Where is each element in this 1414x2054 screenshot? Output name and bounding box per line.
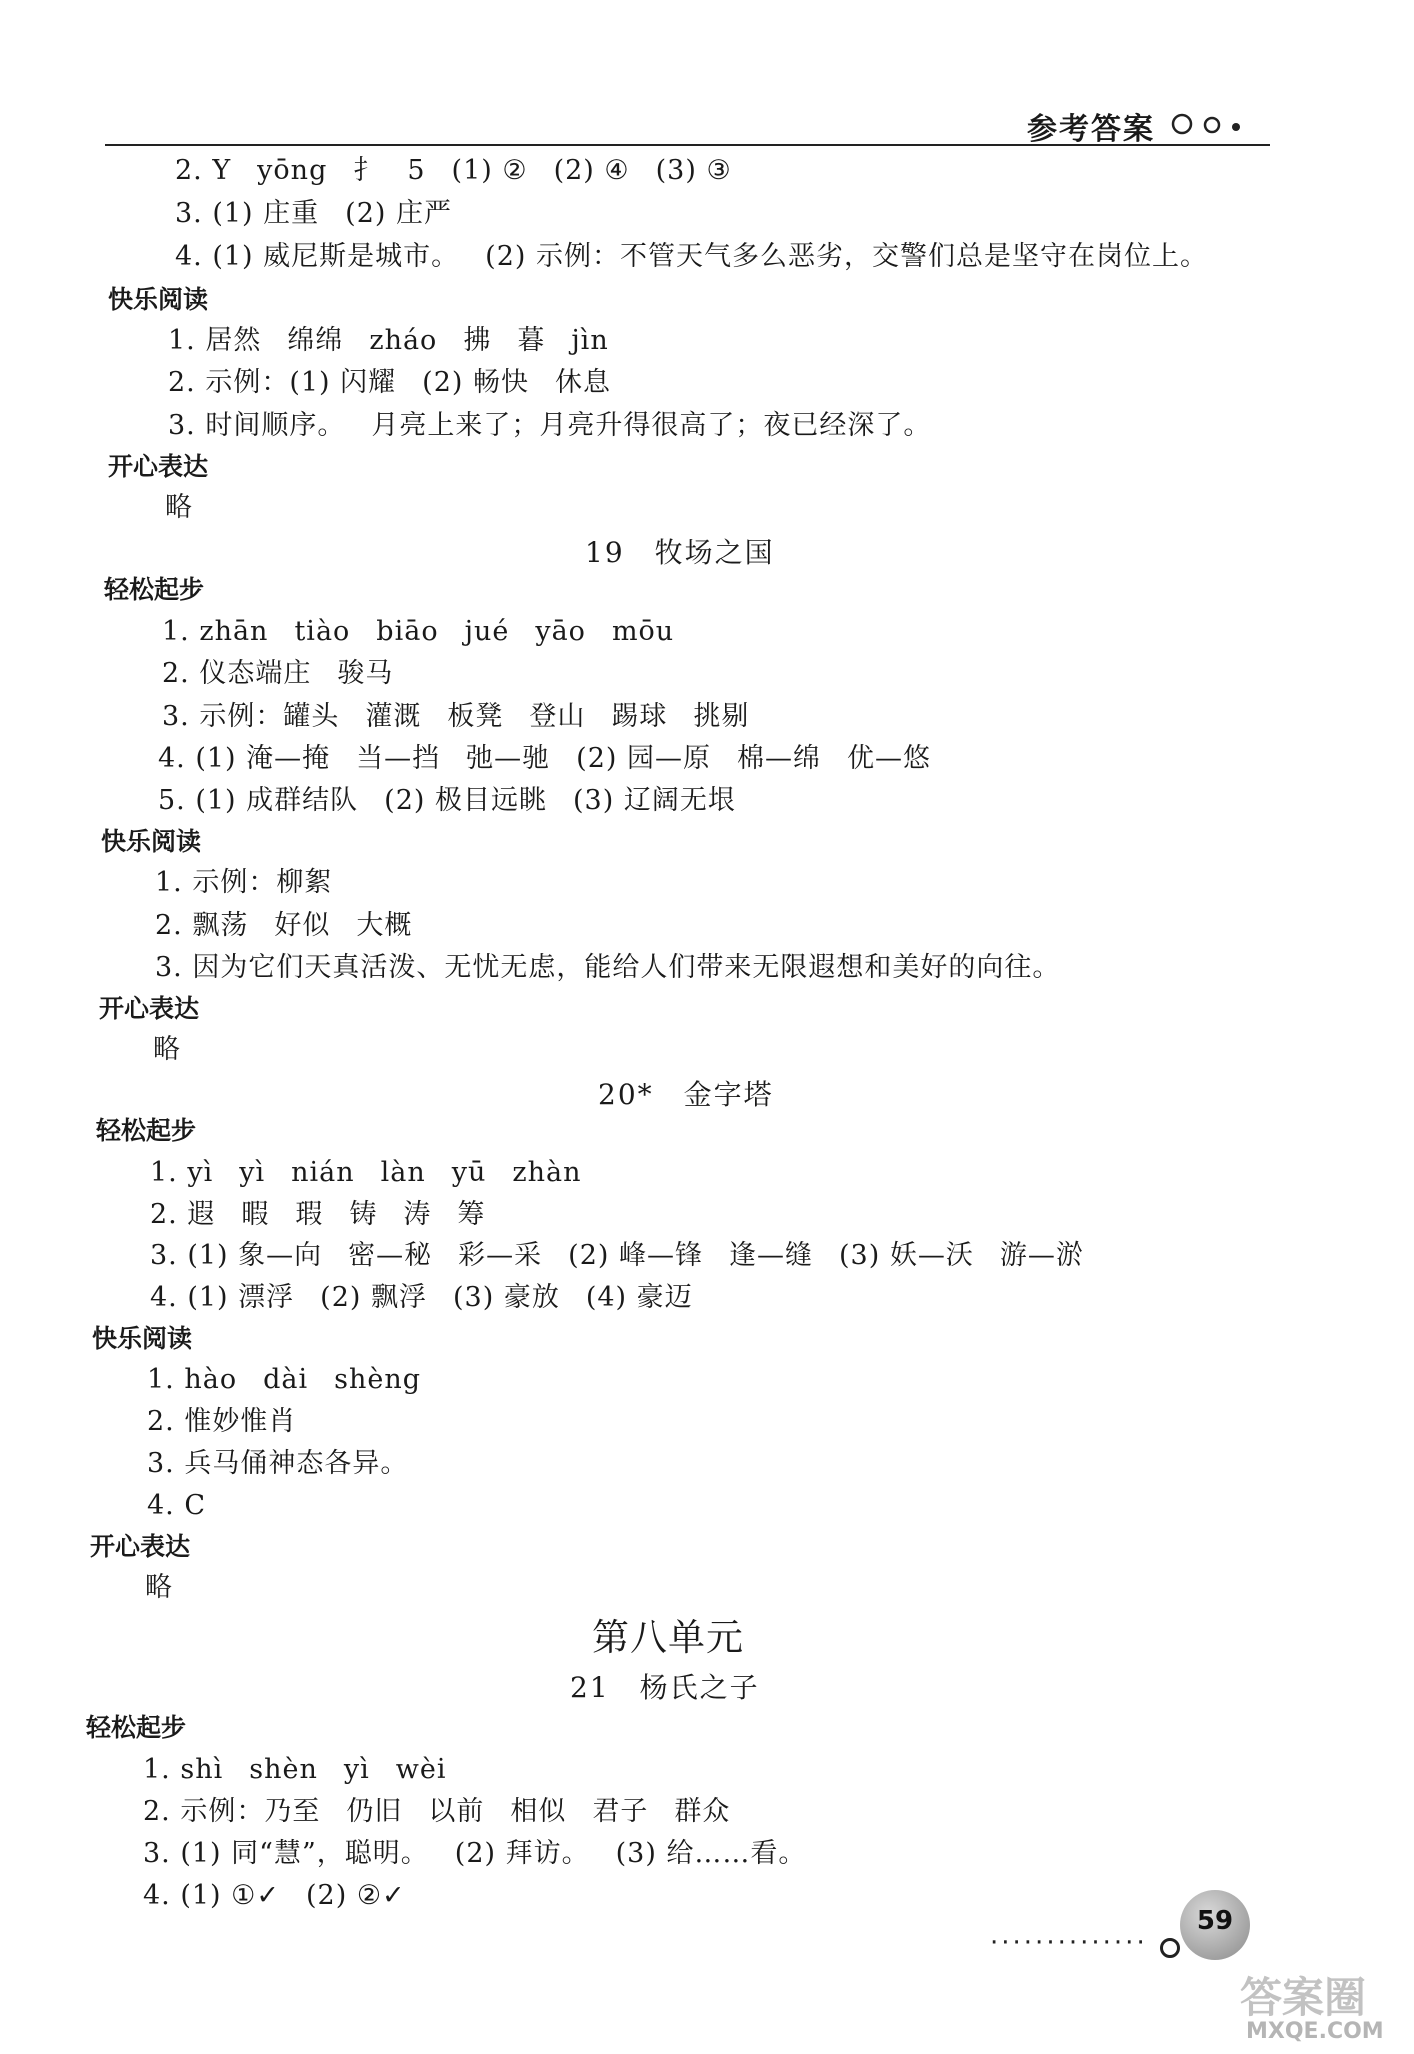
answer-item: 优—悠 [847,743,931,774]
answer-item: shì [180,1754,224,1785]
answer-item: 示例：罐头 [199,701,340,732]
answer-item: biāo [376,616,439,647]
answer-item: (2) 庄严 [345,198,452,229]
answer-item: (2) 畅快 [422,367,529,398]
page-number-badge [1180,1890,1250,1960]
answer-item: (1) 庄重 [212,198,320,229]
section-label: 快乐阅读 [92,1324,193,1353]
answer-item: shèng [334,1364,422,1395]
answer-number: 1. [168,325,206,356]
answer-item: (1) ② [451,155,528,186]
answer-number: 4. [147,1490,185,1521]
answer-item: 以前 [428,1796,485,1827]
answer-item: (2) ②✓ [306,1880,406,1911]
answer-number: 4. [158,743,196,774]
answer-line [155,865,332,901]
answer-item: tiào [294,616,351,647]
header-title: 参考答案 [1027,112,1155,147]
answer-item: 筹 [457,1199,486,1230]
answer-item: (1) 威尼斯是城市。 [212,241,460,272]
answer-item: 密—秘 [348,1240,433,1271]
answer-item: nián [291,1157,355,1188]
answer-number: 1. [162,616,200,647]
answer-line [143,1878,406,1914]
answer-line [162,656,393,692]
answer-line [143,1752,446,1788]
answer-item: 居然 [205,325,262,356]
answer-item: 瑕 [295,1199,324,1230]
answer-line [150,1280,693,1316]
answer-item: (1) ①✓ [180,1880,280,1911]
answer-line [168,365,611,401]
page-footer [990,1890,1275,1970]
watermark [1240,1965,1410,2051]
answer-line [150,1155,582,1191]
answer-item: 绵绵 [287,325,344,356]
answer-number: 3. [147,1448,185,1479]
answer-item: zhān [199,616,269,647]
answer-text: 略 [153,1034,180,1065]
section-label: 快乐阅读 [101,827,202,856]
answer-item: 扌 [353,155,382,186]
answer-number: 1. [147,1364,185,1395]
answer-item: 挑剔 [693,701,750,732]
answer-item: 骏马 [337,658,394,689]
answer-line [143,1794,730,1830]
section-label: 开心表达 [99,994,200,1023]
answer-number: 2. [155,910,193,941]
answer-line [158,783,736,819]
answer-line [155,908,412,944]
answer-item: mōu [611,616,675,647]
unit-title: 第八单元 [592,1616,744,1659]
answer-item: 棉—绵 [737,743,821,774]
answer-item: jué [464,616,510,647]
answer-line [147,1446,408,1482]
section-label: 轻松起步 [86,1713,187,1742]
answer-item: yì [187,1157,214,1188]
answer-item: 暮 [517,325,546,356]
answer-item: 示例：柳絮 [192,867,333,898]
answer-item: zháo [369,325,438,356]
answer-line [150,1238,1084,1274]
answer-number: 1. [143,1754,181,1785]
answer-text: 略 [145,1572,172,1603]
answer-number: 1. [150,1157,188,1188]
section-label: 开心表达 [90,1532,191,1561]
lesson-title: 21 杨氏之子 [570,1671,760,1704]
answer-item: (2) 峰—锋 [568,1240,703,1271]
answer-item: 暇 [241,1199,270,1230]
answer-item: 休息 [555,367,611,398]
answer-item: 示例：乃至 [180,1796,321,1827]
answer-item: 踢球 [611,701,668,732]
answer-item: yōng [257,155,328,186]
answer-item: (2) ④ [553,155,630,186]
answer-number: 1. [155,867,193,898]
section-label: 开心表达 [108,452,209,481]
answer-number: 3. [162,701,200,732]
answer-item: 大概 [356,910,413,941]
section-label: 轻松起步 [96,1116,197,1145]
answer-item: yì [343,1754,370,1785]
answer-item: (1) 漂浮 [187,1282,295,1313]
answer-item: 游—淤 [999,1240,1084,1271]
header-circles-icon [1170,112,1270,136]
answer-number: 2. [162,658,200,689]
answer-item: wèi [395,1754,447,1785]
header-rule [105,144,1270,146]
answer-item: 兵马俑神态各异。 [184,1448,409,1479]
answer-item: (1) 成群结队 [195,785,359,816]
answer-item: 月亮上来了；月亮升得很高了；夜已经深了。 [371,410,932,441]
answer-item: (3) 辽阔无垠 [573,785,736,816]
answer-item: jìn [571,325,609,356]
answer-item: 相似 [510,1796,567,1827]
answer-item: 仪态端庄 [199,658,312,689]
answer-item: (1) 象—向 [187,1240,323,1271]
answer-line [175,153,732,189]
answer-item: 飘荡 [192,910,249,941]
answer-item: 铸 [349,1199,378,1230]
answer-item: 彩—采 [458,1240,543,1271]
answer-item: 好似 [274,910,331,941]
watermark-logo: 答案圈 [1240,1973,1367,2022]
answer-text: 略 [165,492,192,523]
answer-item: (4) 豪迈 [585,1282,693,1313]
answer-item: (2) 示例：不管天气多么恶劣，交警们总是坚守在岗位上。 [485,241,1208,272]
answer-item: (1) 同“慧”，聪明。 [180,1838,429,1869]
answer-item: 5 [407,155,426,186]
watermark-url: MXQE.COM [1246,2019,1384,2044]
footer-dots-icon: ·············· [990,1928,1148,1958]
answer-item: (3) 妖—沃 [839,1240,974,1271]
answer-line [155,950,1060,986]
answer-line [175,196,452,232]
lesson-title: 19 牧场之国 [585,536,775,569]
answer-line [175,239,1208,275]
answer-item: 遐 [187,1199,216,1230]
answer-item: (1) 淹—掩 [195,743,331,774]
footer-ring-icon [1160,1938,1180,1958]
answer-item: (2) 拜访。 [454,1838,590,1869]
answer-number: 2. [168,367,206,398]
answer-number: 2. [143,1796,181,1827]
answer-number: 4. [143,1880,181,1911]
answer-item: 涛 [403,1199,432,1230]
answer-line [150,1197,485,1233]
answer-number: 3. [155,952,193,983]
answer-number: 2. [150,1199,188,1230]
answer-item: 拂 [463,325,492,356]
answer-number: 3. [168,410,206,441]
answer-item: 登山 [529,701,586,732]
answer-number: 3. [150,1240,188,1271]
answer-item: 群众 [674,1796,731,1827]
answer-item: (2) 园—原 [576,743,711,774]
answer-number: 4. [150,1282,188,1313]
answer-line [147,1362,421,1398]
answer-line [168,323,609,359]
answer-number: 2. [147,1406,185,1437]
answer-item: 惟妙惟肖 [184,1406,297,1437]
answer-line [162,614,674,650]
lesson-title: 20* 金字塔 [598,1078,774,1111]
answer-item: zhàn [512,1157,582,1188]
answer-item: 板凳 [447,701,504,732]
answer-item: 君子 [592,1796,649,1827]
answer-item: (3) 给……看。 [615,1838,807,1869]
page-header [105,100,1270,146]
answer-number: 5. [158,785,196,816]
answer-item: yāo [535,616,586,647]
answer-line [158,741,931,777]
answer-line [147,1488,206,1524]
answer-item: 因为它们天真活泼、无忧无虑，能给人们带来无限遐想和美好的向往。 [192,952,1061,983]
answer-item: 灌溉 [365,701,422,732]
answer-line [143,1836,806,1872]
section-label: 轻松起步 [104,575,205,604]
answer-item: 逢—缝 [729,1240,813,1271]
answer-line [147,1404,296,1440]
answer-item: dài [263,1364,309,1395]
answer-item: hào [184,1364,238,1395]
answer-item: 当—挡 [356,743,441,774]
answer-item: yì [239,1157,266,1188]
answer-item: C [184,1490,207,1521]
answer-number: 2. [175,155,213,186]
page-number: 59 [1196,1906,1234,1936]
answer-number: 3. [143,1838,181,1869]
section-label: 快乐阅读 [108,285,209,314]
answer-item: yū [451,1157,487,1188]
answer-item: 仍旧 [346,1796,403,1827]
answer-item: 示例：(1) 闪耀 [205,367,397,398]
answer-number: 3. [175,198,213,229]
answer-item: shèn [249,1754,318,1785]
answer-line [168,408,931,444]
answer-item: (2) 飘浮 [320,1282,427,1313]
answer-item: làn [380,1157,426,1188]
answer-item: (3) 豪放 [453,1282,560,1313]
answer-item: (2) 极目远眺 [384,785,547,816]
answer-item: 时间顺序。 [205,410,346,441]
answer-item: (3) ③ [655,155,732,186]
answer-item: 弛—驰 [466,743,551,774]
answer-item: Y [212,155,232,186]
answer-number: 4. [175,241,213,272]
answer-line [162,699,749,735]
